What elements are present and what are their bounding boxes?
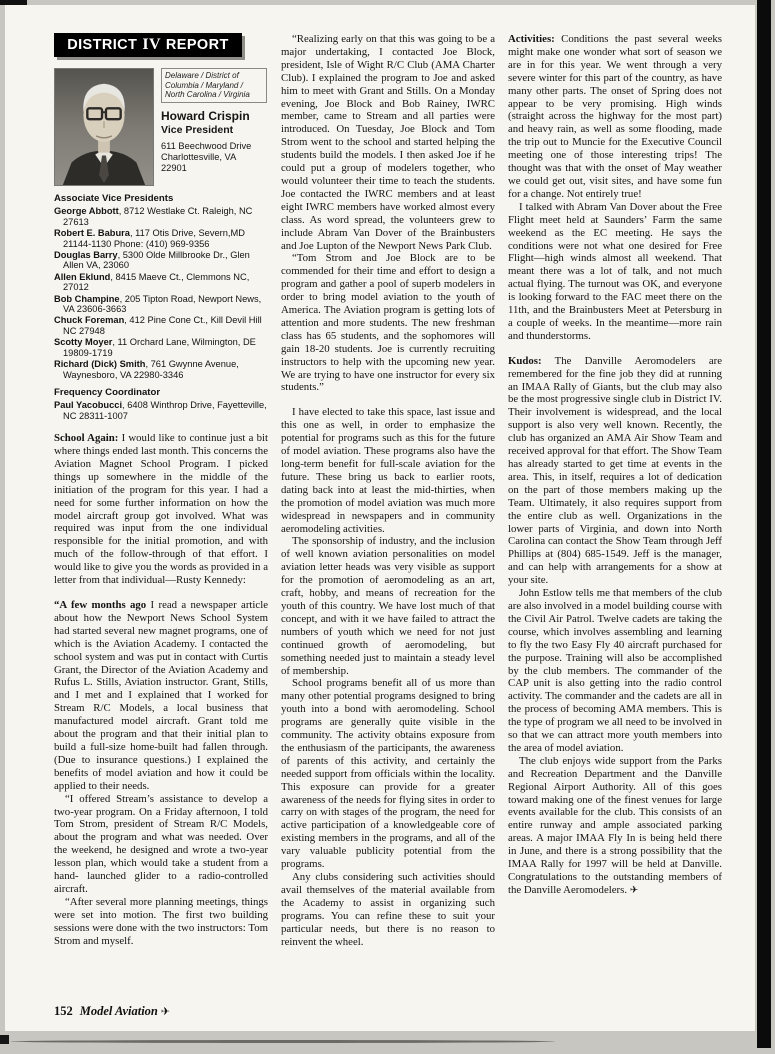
paragraph-text: The sponsorship of industry, and the inclusion of well known aviation personalities on model aviation letter heads was very visible as support for the promotion of aeromodeling as an art, craft, hobby, and means of recreation for the youth of this country. We have lost much of that concept, and with it we have failed to attract the numbers of youth which we need for not just continued growth of aeromodeling, but something needed just to maintain a steady level of membership.: [281, 535, 495, 677]
paragraph-text: The Danville Aeromodelers are remembered for the fine job they did at running an IMAA Rally of Giants, but the club may also be the most progressive single club in District IV. Their involvement is widespread, and the local support is also very well known. Recently, the club has organized an AMA Air Show Team and received approval for that effort. The Show Team has already started to get time at events in the area. This, in itself, requires a lot of dedication on the part of those members making up the Team. Ultimately, it also requires support from the entire club as well. Organizations in the lower parts of Virginia, and down into North Carolina can contact the Show Team through Jeff Phillips at (804) 685-1549. Jeff is the manager, and can help with arrangements for a show at your site.: [508, 354, 722, 587]
frequency-name: Paul Yacobucci: [54, 400, 123, 411]
paragraph-text: I have elected to take this space, last issue and this one as well, in order to emphasize the potential for programs such as this for the future of model aviation. These programs also have the long-term benefit for full-scale aviation for the future. These bring us back to earlier roots, dating back into at least the mid-thirties, when the promotion of model aviation was much more widespread in newspapers and in community aeromodeling activities.: [281, 406, 495, 535]
frequency-coordinator: [54, 388, 268, 421]
magazine-page: [5, 5, 755, 1031]
scan-edge-bar: [757, 0, 771, 1048]
portrait-illustration: [55, 69, 153, 185]
officer-block: [54, 68, 268, 186]
page-number: 152: [54, 1004, 73, 1018]
associate-entry: [54, 359, 268, 380]
associate-address: , 761 Gwynne Avenue, Waynesboro, VA 22980-3346: [63, 359, 239, 380]
associate-address: , 412 Pine Cone Ct., Kill Devil Hill NC 27948: [63, 315, 262, 336]
page-footer: [54, 1004, 170, 1019]
associate-name: Richard (Dick) Smith: [54, 359, 146, 370]
associate-entry: [54, 315, 268, 336]
airplane-icon: ✈: [629, 884, 639, 896]
district-regions: Delaware / District of Columbia / Maryland / North Carolina / Virginia: [161, 68, 267, 103]
paragraph-text: “I offered Stream’s assistance to develop a two-year program. On a Friday afternoon, I told Tom Strom, president of Stream R/C Models, about the program and what was needed. Over the weekend, he designed and wrote a two-year lesson plan, which would take a student from a hand- launched glider to a radio-controlled aircraft.: [54, 792, 268, 895]
associates-heading: Associate Vice Presidents: [54, 193, 174, 204]
banner-word-report: REPORT: [165, 37, 229, 53]
article-paragraph: [281, 677, 495, 871]
paragraph-text: “Tom Strom and Joe Block are to be commended for their time and effort to design a program and gather a pool of superb modelers in order to bring model aviation to the youth of America. The Aviation program is getting lots of attention and more students. The new freshman class has 65 students, and the sophomores will gain 18-20 students. Joe is currently recruiting instructors to help with the upcoming new year. We are trying to have one instructor for every six students.”: [281, 252, 495, 394]
column-1: [54, 33, 268, 998]
article-paragraph: [508, 755, 722, 898]
associate-entry: [54, 250, 268, 271]
associate-name: Robert E. Babura: [54, 228, 130, 239]
officer-address-line: Charlottesville, VA: [161, 151, 237, 162]
officer-portrait-photo: [54, 68, 154, 186]
associate-entry: [54, 272, 268, 293]
magazine-title: Model Aviation: [79, 1004, 158, 1018]
associate-address: , 11 Orchard Lane, Wilmington, DE 19809-1719: [63, 337, 256, 358]
associate-address: , 117 Otis Drive, Severn,MD 21144-1130 Phone: (410) 969-9356: [63, 228, 245, 249]
article-paragraph: [508, 201, 722, 343]
article-paragraph: [54, 599, 268, 793]
paragraph-lead: School Again:: [54, 432, 119, 445]
article-paragraph: [508, 33, 722, 201]
article-paragraph: [281, 406, 495, 535]
frequency-heading: Frequency Coordinator: [54, 386, 161, 398]
associate-address: , 8712 Westlake Ct. Raleigh, NC 27613: [63, 206, 253, 227]
banner-word-district: DISTRICT: [67, 37, 138, 53]
associate-vice-presidents: [54, 194, 268, 421]
scan-bottom-line: [10, 1040, 555, 1043]
column-2: [281, 33, 495, 998]
paragraph-text: School programs benefit all of us more than many other potential programs designed to bring youth into a bond with aeromodeling. School programs are generally quite visible in the community. The activity obtains exposure from the enthusiasm of the participants, the awareness of parents of this activity, and certainly the needed support from officials within the locality. This exposure can provide for a greater awareness of the needs for flying sites in order to carry on with stages of the program, the need for active participation of a knowledgeable core of existing members in the programs, and all of the vary valuable publicity potential from the programs.: [281, 677, 495, 871]
article-content: [54, 33, 722, 998]
officer-info: [161, 68, 267, 186]
scan-bottom-mark: [0, 1035, 9, 1044]
article-paragraph: [281, 871, 495, 948]
associate-address: , 5300 Olde Millbrooke Dr., Glen Allen VA, 23060: [63, 250, 250, 271]
paragraph-lead: “A few months ago: [54, 599, 147, 611]
article-paragraph: [54, 432, 268, 587]
paragraph-text: “Realizing early on that this was going to be a major undertaking, I contacted Joe Block, president, Isle of Wight R/C Club (AMA Charter Club). I explained the program to Joe and asked him to meet with Grant and Stills. On a Monday evening, Joe Block and Bob Rainey, IWRC member, came to Stream and all parties were introduced. On Tuesday, Joe Block and Tom Strom went to the school and started helping the students build the models. I then asked Joe if he could put a group of modelers together, who would volunteer their time to teach the students. Joe contacted the IWRC members and at least eight IWRC members have worked almost every class. As word spread, the volunteers grew to include Abram Van Dover of the Brainbusters and Joe Lupton of the Newport News Park Club.: [281, 33, 495, 252]
article-paragraph: [54, 793, 268, 896]
column-1-body: [54, 432, 268, 947]
associate-name: Bob Champine: [54, 293, 120, 304]
officer-title: Vice President: [161, 123, 234, 136]
article-paragraph: [508, 355, 722, 587]
column-3: [508, 33, 722, 998]
paragraph-text: Conditions the past several weeks might make one wonder what sort of season we are in for this year. We went through a very severe winter for this part of the country, as have many other parts. The onset of Spring does not appear to be very promising. High winds (straight across the highway for the most part) and heavy rain, as well as some flooding, made the trip out to Muncie for the Executive Council meeting one of those interesting trips! The thought was that with the onset of May weather we could get out, visit sites, and have some fun for a change. Not entirely true!: [508, 33, 722, 200]
airplane-icon: ✈: [160, 1005, 171, 1018]
article-paragraph: [54, 896, 268, 948]
officer-address-line: 611 Beechwood Drive: [161, 140, 252, 151]
officer-name: Howard Crispin: [161, 108, 250, 123]
paragraph-text: “After several more planning meetings, things were set into motion. The first two building sessions were done with the two instructors: Tom Strom and myself.: [54, 895, 268, 947]
article-paragraph: [281, 33, 495, 252]
associate-name: George Abbott: [54, 206, 119, 217]
associate-name: Allen Eklund: [54, 271, 111, 282]
associate-entry: [54, 228, 268, 249]
associate-entry: [54, 206, 268, 227]
associate-name: Chuck Foreman: [54, 315, 125, 326]
frequency-address: , 6408 Winthrop Drive, Fayetteville, NC 28311-1007: [63, 400, 267, 421]
paragraph-text: John Estlow tells me that members of the club are also involved in a model building course with the Civil Air Patrol. Twelve cadets are taking the course, which involves assembling and learning to fly the two Easy Fly 40 aircraft purchased for the purpose. Training will also be accomplished by the club members. The commander of the CAP unit is also getting into the radio control activity. The commander and the cadets are all in the process of becoming AMA members. This is the type of program we all need to be involved in so that we can attract more youth members into the area of model aviation.: [508, 587, 722, 754]
paragraph-text: Any clubs considering such activities should avail themselves of the material available from the Academy to assist in organizing such programs. You can refine these to suit your particular needs, but there is no reason to reinvent the wheel.: [281, 871, 495, 948]
paragraph-lead: Activities:: [508, 33, 555, 45]
frequency-entry: [54, 400, 268, 421]
associate-name: Douglas Barry: [54, 250, 118, 261]
paragraph-text: The club enjoys wide support from the Parks and Recreation Department and the Danville Regional Airport Authority. All of this goes toward making one of the finest venues for large events available for the club. This consists of an entire runway and ample associated parking areas. A major IMAA Fly In is being held there in June, and there is a strong possibility that the IMAA Rally for 1997 will be held at Danville. Congratulations to the outstanding members of the Danville Aeromodelers.: [508, 754, 722, 896]
associate-address: , 8415 Maeve Ct., Clemmons NC, 27012: [63, 271, 250, 293]
article-paragraph: [281, 535, 495, 677]
associate-address: , 205 Tipton Road, Newport News, VA 23606-3663: [63, 293, 262, 315]
article-paragraph: [508, 587, 722, 755]
district-report-banner: [54, 33, 242, 57]
paragraph-lead: Kudos:: [508, 354, 542, 367]
scan-corner-mark: [0, 0, 27, 5]
paragraph-text: I would like to continue just a bit where things ended last month. This concerns the Aviation Magnet School Program. I picked things up somewhere in the middle of the initiation of the program for this year. I had a need for some further information on how the model aircraft group got involved. What was required was input from the one individual responsible for the initial promotion, and with much of the follow-through of that effort. I would like to give you the words as provided in a letter from that individual—Rusty Kennedy:: [54, 432, 268, 587]
paragraph-text: I read a newspaper article about how the Newport News School System had started several new magnet programs, one of which is the Aviation Academy. I contacted the school system and was put in contact with Curtis Grant, the Director of the Aviation Academy and Rufus L. Stills, Aviation instructor. Grant, Stills, and I met and I explained that I worked for Stream R/C Models, a local business that manufactured model aircraft. Grant told me about the program and that their initial plan to build a full-size home-built had fallen through. (Due to insurance questions.) I explained the benefits of model aviation and how it could be applied to their needs.: [54, 599, 268, 792]
associate-entry: [54, 337, 268, 358]
officer-address-line: 22901: [161, 162, 187, 173]
associate-name: Scotty Moyer: [54, 337, 113, 348]
associate-entry: [54, 294, 268, 315]
paragraph-text: I talked with Abram Van Dover about the Free Flight meet held at Saunders’ Farm the same weekend as the EC meeting. He says the conditions were not what one desired for Free Flight—high winds almost all weekend. That meant there was a lot of talk, and not much actual flying. The turnout was OK, and everyone is looking forward to the FAC meet there on the 11th, and the Brainbusters Meet at Petersburg in a couple of weeks. In the meantime—more rain and thunderstorms.: [508, 200, 722, 342]
banner-numeral: IV: [142, 36, 161, 53]
article-paragraph: [281, 252, 495, 394]
